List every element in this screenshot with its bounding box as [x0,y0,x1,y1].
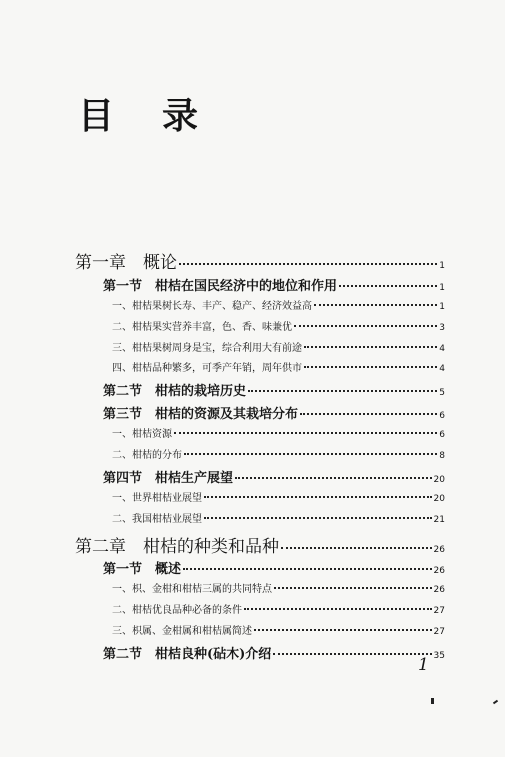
title-char-1: 目 [78,96,115,137]
toc-entry[interactable] [103,467,445,486]
toc-entry-page: 4 [439,344,445,354]
title-char-2: 录 [162,96,199,137]
dot-leader [304,346,437,348]
dot-leader [248,390,437,392]
toc-entry-label: 第一节 柑桔在国民经济中的地位和作用 [103,279,338,294]
toc-entry-page: 3 [439,323,445,333]
toc-entry[interactable] [112,489,445,504]
toc-entry[interactable] [112,580,445,595]
toc-entry[interactable] [103,403,445,422]
dot-leader [273,653,431,655]
toc-entry-page: 21 [433,515,445,525]
toc-entry-page: 26 [433,545,445,555]
toc-entry-label: 第二节 柑桔的栽培历史 [103,384,247,399]
toc-entry-page: 6 [439,411,445,421]
toc-entry[interactable] [112,446,445,461]
toc-entry[interactable] [112,510,445,525]
toc-entry[interactable] [103,275,445,294]
toc-entry-label: 四、柑桔品种繁多，可季产年销，周年供市 [112,363,302,374]
toc-entry-label: 第一章 概论 [75,253,177,273]
toc-entry-page: 20 [433,494,445,504]
toc-entry-label: 二、柑桔果实营养丰富，色、香、味兼优 [112,322,292,333]
toc-entry[interactable] [112,297,445,312]
toc-entry-page: 27 [433,606,445,616]
toc-entry-label: 一、世界柑桔业展望 [112,493,202,504]
toc-entry-label: 一、柑桔资源 [112,429,172,440]
toc-entry-label: 第二章 柑桔的种类和品种 [75,537,279,557]
toc-entry[interactable] [75,248,445,273]
toc-entry-label: 第三节 柑桔的资源及其栽培分布 [103,407,299,422]
dot-leader [254,629,432,631]
toc-entry-page: 1 [439,261,445,271]
dot-leader [184,453,437,455]
toc-entry-page: 1 [439,283,445,293]
toc-entry-label: 三、枳属、金柑属和柑桔属简述 [112,626,252,637]
toc-entry-page: 8 [439,451,445,461]
toc-entry[interactable] [112,601,445,616]
dot-leader [314,304,437,306]
toc-entry-page: 26 [433,566,445,576]
toc-entry[interactable] [112,622,445,637]
dot-leader [281,547,432,549]
dot-leader [244,608,432,610]
toc-entry-label: 三、柑桔果树周身是宝，综合利用大有前途 [112,343,302,354]
dot-leader [235,477,432,479]
toc-entry-page: 20 [433,475,445,485]
toc-entry-label: 一、柑桔果树长寿、丰产、稳产、经济效益高 [112,301,312,312]
dot-leader [339,285,437,287]
toc-entry[interactable] [112,359,445,374]
toc-entry[interactable] [112,425,445,440]
dot-leader [300,413,437,415]
dot-leader [174,432,437,434]
toc-entry[interactable] [103,558,445,577]
toc-entry[interactable] [112,318,445,333]
scan-speck [431,698,434,704]
toc-entry-label: 二、我国柑桔业展望 [112,514,202,525]
toc-entry-label: 二、柑桔优良品种必备的条件 [112,605,242,616]
toc-entry[interactable] [103,380,445,399]
toc-entry-label: 第一节 概述 [103,562,182,577]
toc-entry-label: 第四节 柑桔生产展望 [103,471,234,486]
toc-entry-label: 一、枳、金柑和柑桔三属的共同特点 [112,584,272,595]
toc-entry[interactable] [75,532,445,557]
toc-entry-page: 1 [439,302,445,312]
toc-entry-label: 二、柑桔的分布 [112,450,182,461]
dot-leader [294,325,437,327]
toc-entry-page: 5 [439,388,445,398]
toc-entry-label: 第二节 柑桔良种(砧木)介绍 [103,647,272,662]
dot-leader [204,517,432,519]
dot-leader [274,587,432,589]
toc-entry-page: 26 [433,585,445,595]
dot-leader [183,568,432,570]
toc-entry[interactable] [103,643,445,662]
toc-entry-page: 4 [439,364,445,374]
toc-entry-page: 6 [439,430,445,440]
toc-entry-page: 27 [433,627,445,637]
toc-entry[interactable] [112,339,445,354]
dot-leader [179,263,437,265]
dot-leader [204,496,432,498]
toc-entry-page: 35 [433,651,445,661]
page-number: 1 [418,655,429,675]
dot-leader [304,366,437,368]
